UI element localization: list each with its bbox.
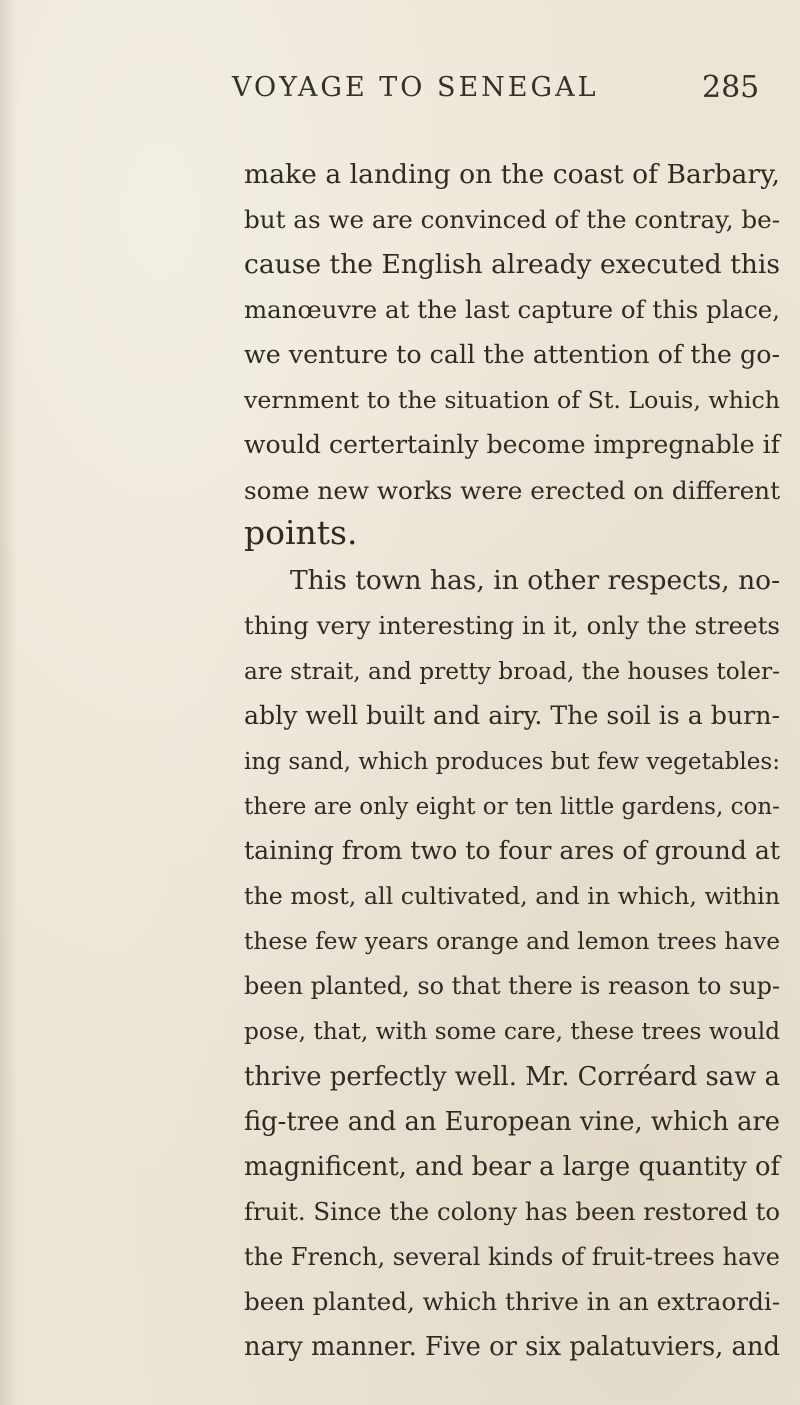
text-line: would certertainly become impregnable if <box>244 430 780 459</box>
text-line: thrive perfectly well. Mr. Corréard saw a <box>244 1062 780 1092</box>
text-line: cause the English already executed this <box>244 249 780 280</box>
text-line: ably well built and airy. The soil is a burn- <box>244 701 781 730</box>
text-line: been planted, which thrive in an extraordi- <box>244 1287 781 1316</box>
text-line: taining from two to four ares of ground at <box>244 836 780 865</box>
text-line: make a landing on the coast of Barbary, <box>244 159 780 190</box>
text-line: these few years orange and lemon trees have <box>244 928 781 955</box>
text-line: nary manner. Five or six palatuviers, and <box>244 1332 780 1362</box>
text-line: magnificent, and bear a large quantity of <box>244 1152 781 1182</box>
page-number: 285 <box>702 70 760 105</box>
text-line: the French, several kinds of fruit-trees have <box>244 1243 780 1271</box>
text-line: vernment to the situation of St. Louis, which <box>244 386 780 414</box>
text-line: been planted, so that there is reason to sup- <box>244 972 781 1000</box>
text-line: the most, all cultivated, and in which, within <box>244 882 780 910</box>
text-line: we venture to call the attention of the go- <box>244 339 781 369</box>
text-line: ing sand, which produces but few vegetables: <box>244 749 781 775</box>
text-line: fruit. Since the colony has been restored to <box>244 1197 781 1226</box>
text-line: are strait, and pretty broad, the houses toler- <box>244 658 780 685</box>
text-line: manœuvre at the last capture of this place, <box>244 295 781 324</box>
running-head: VOYAGE TO SENEGAL <box>232 72 599 103</box>
text-line: but as we are convinced of the contray, be- <box>244 205 781 234</box>
text-line: This town has, in other respects, no- <box>290 565 781 596</box>
text-line: fig-tree and an European vine, which are <box>244 1107 780 1137</box>
text-line: there are only eight or ten little gardens, con- <box>244 794 780 820</box>
text-line: pose, that, with some care, these trees would <box>244 1018 781 1045</box>
text-line: thing very interesting in it, only the streets <box>244 611 780 640</box>
text-line: points. <box>244 513 358 552</box>
text-line: some new works were erected on different <box>244 476 781 505</box>
